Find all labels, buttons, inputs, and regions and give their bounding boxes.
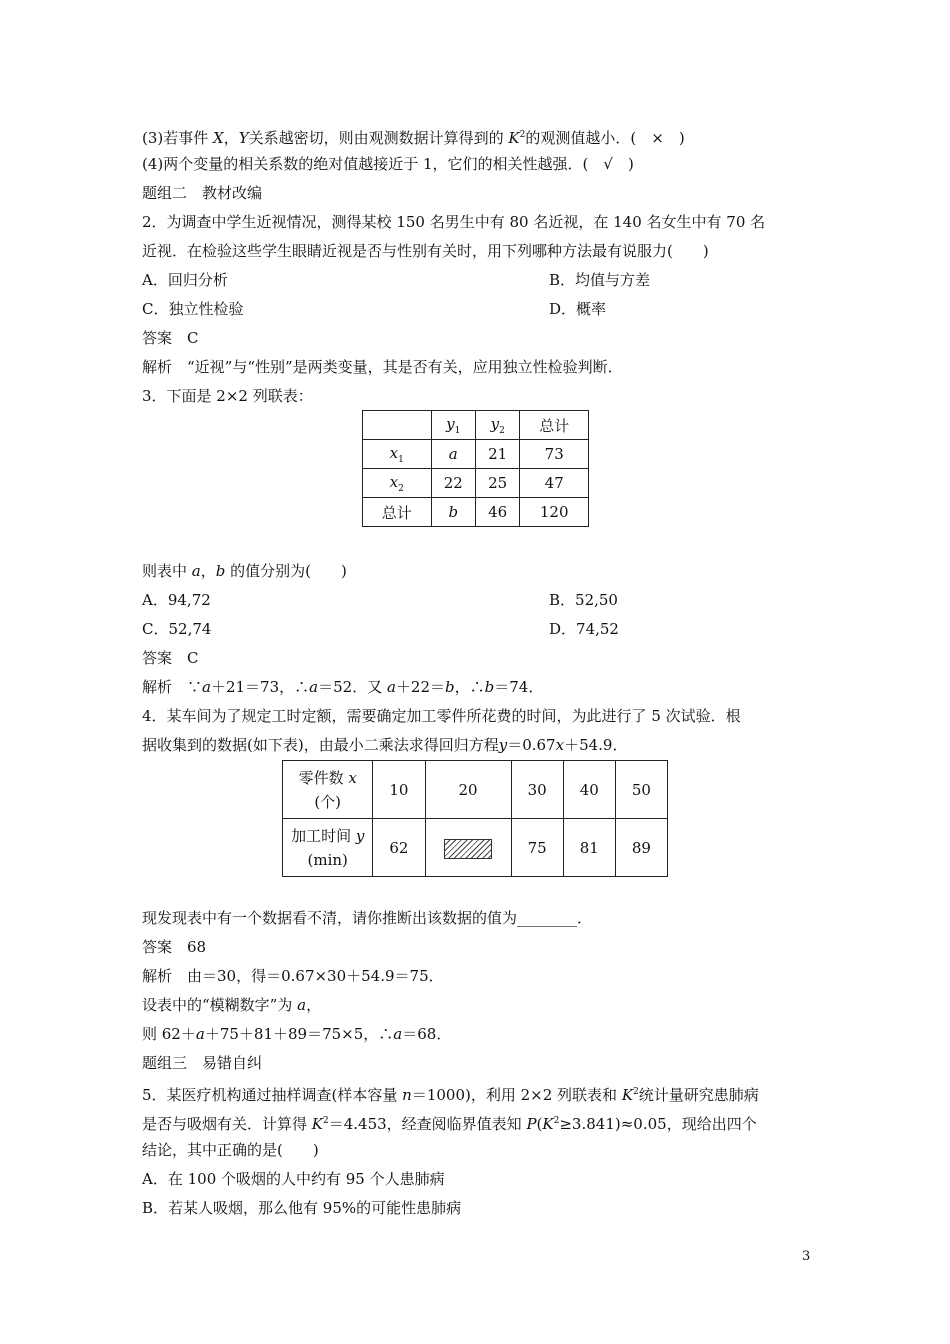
q2-options-cd bbox=[142, 298, 607, 320]
q4-analysis-1: 解析 由＝30，得＝0.67×30＋54.9＝75． bbox=[142, 967, 444, 985]
option-b: B．52,50 bbox=[549, 591, 618, 609]
q5-stem-2: 是否与吸烟有关．计算得 $K^2=4.453$，经查阅临界值表知 $P(K^2\ge 3.841)\approx 0.05$，现给出四个 bbox=[142, 1115, 757, 1133]
blurred-value-placeholder bbox=[444, 839, 492, 859]
q4-stem-2: 据收集到的数据(如下表)，由最小二乘法求得回归方程y＝0.67x＋54.9． bbox=[142, 736, 628, 754]
q2-options-ab bbox=[142, 269, 651, 291]
q4-stem-1: 4．某车间为了规定工时定额，需要确定加工零件所花费的时间，为此进行了 5 次试验．根 bbox=[142, 707, 741, 725]
option-d: D．概率 bbox=[549, 300, 607, 318]
option-a: A．94,72 bbox=[142, 591, 211, 609]
q4-question: 现发现表中有一个数据看不清，请你推断出该数据的值为________． bbox=[142, 909, 593, 927]
q3-question: 则表中 a，b 的值分别为( ) bbox=[142, 562, 347, 580]
contingency-table bbox=[362, 410, 589, 527]
q2-answer: 答案 C bbox=[142, 329, 199, 347]
q3-stem: 3．下面是 2×2 列联表： bbox=[142, 387, 313, 405]
q5-stem-1: 5．某医疗机构通过抽样调查(样本容量 n＝1000)，利用 2×2 列联表和 $K^2$统计量研究患肺病 bbox=[142, 1086, 759, 1104]
q4-analysis-2: 设表中的“模糊数字”为 a， bbox=[142, 996, 322, 1014]
q2-stem-1: 2．为调查中学生近视情况，测得某校 150 名男生中有 80 名近视，在 140 名女生中有 70 名 bbox=[142, 213, 766, 231]
table-row: 加工时间 y (min) 62 75 81 89 bbox=[283, 819, 668, 877]
page-number: 3 bbox=[802, 1249, 811, 1264]
q2-stem-2: 近视．在检验这些学生眼睛近视是否与性别有关时，用下列哪种方法最有说服力( ) bbox=[142, 242, 709, 260]
table-row: 总计 b 46 120 bbox=[363, 498, 589, 527]
check-mark: √ bbox=[603, 155, 613, 173]
q3-options-cd bbox=[142, 618, 619, 640]
table-row: $x_2$ 22 25 47 bbox=[363, 469, 589, 498]
table-row: $x_1$ a 21 73 bbox=[363, 440, 589, 469]
item-4: (4)两个变量的相关系数的绝对值越接近于 1，它们的相关性越强．( √ ) bbox=[142, 155, 634, 173]
cross-mark: × bbox=[651, 129, 664, 147]
experiment-table bbox=[282, 760, 668, 877]
q3-options-ab bbox=[142, 589, 618, 611]
option-b: B．均值与方差 bbox=[549, 271, 651, 289]
option-c: C．独立性检验 bbox=[142, 300, 244, 318]
table-row: 零件数 x (个) 10 20 30 40 50 bbox=[283, 761, 668, 819]
group-heading-3: 题组三 易错自纠 bbox=[142, 1054, 263, 1072]
option-a: A．回归分析 bbox=[142, 271, 228, 289]
q4-answer: 答案 68 bbox=[142, 938, 207, 956]
q4-analysis-3: 则 62＋a＋75＋81＋89＝75×5，∴a＝68． bbox=[142, 1025, 452, 1043]
q5-stem-3: 结论，其中正确的是( ) bbox=[142, 1141, 319, 1159]
option-d: D．74,52 bbox=[549, 620, 619, 638]
option-c: C．52,74 bbox=[142, 620, 212, 638]
item-3: (3)若事件 X，Y关系越密切，则由观测数据计算得到的 $K^2$的观测值越小．( × ) bbox=[142, 129, 685, 147]
q3-answer: 答案 C bbox=[142, 649, 199, 667]
table-row: $y_1$ $y_2$ 总计 bbox=[363, 411, 589, 440]
q2-analysis: 解析 “近视”与“性别”是两类变量，其是否有关，应用独立性检验判断． bbox=[142, 358, 623, 376]
option-a: A．在 100 个吸烟的人中约有 95 个人患肺病 bbox=[142, 1170, 445, 1188]
option-b: B．若某人吸烟，那么他有 95%的可能性患肺病 bbox=[142, 1199, 462, 1217]
group-heading-2: 题组二 教材改编 bbox=[142, 184, 263, 202]
q3-analysis: 解析 ∵a＋21＝73，∴a＝52．又 a＋22＝b，∴b＝74． bbox=[142, 678, 544, 696]
